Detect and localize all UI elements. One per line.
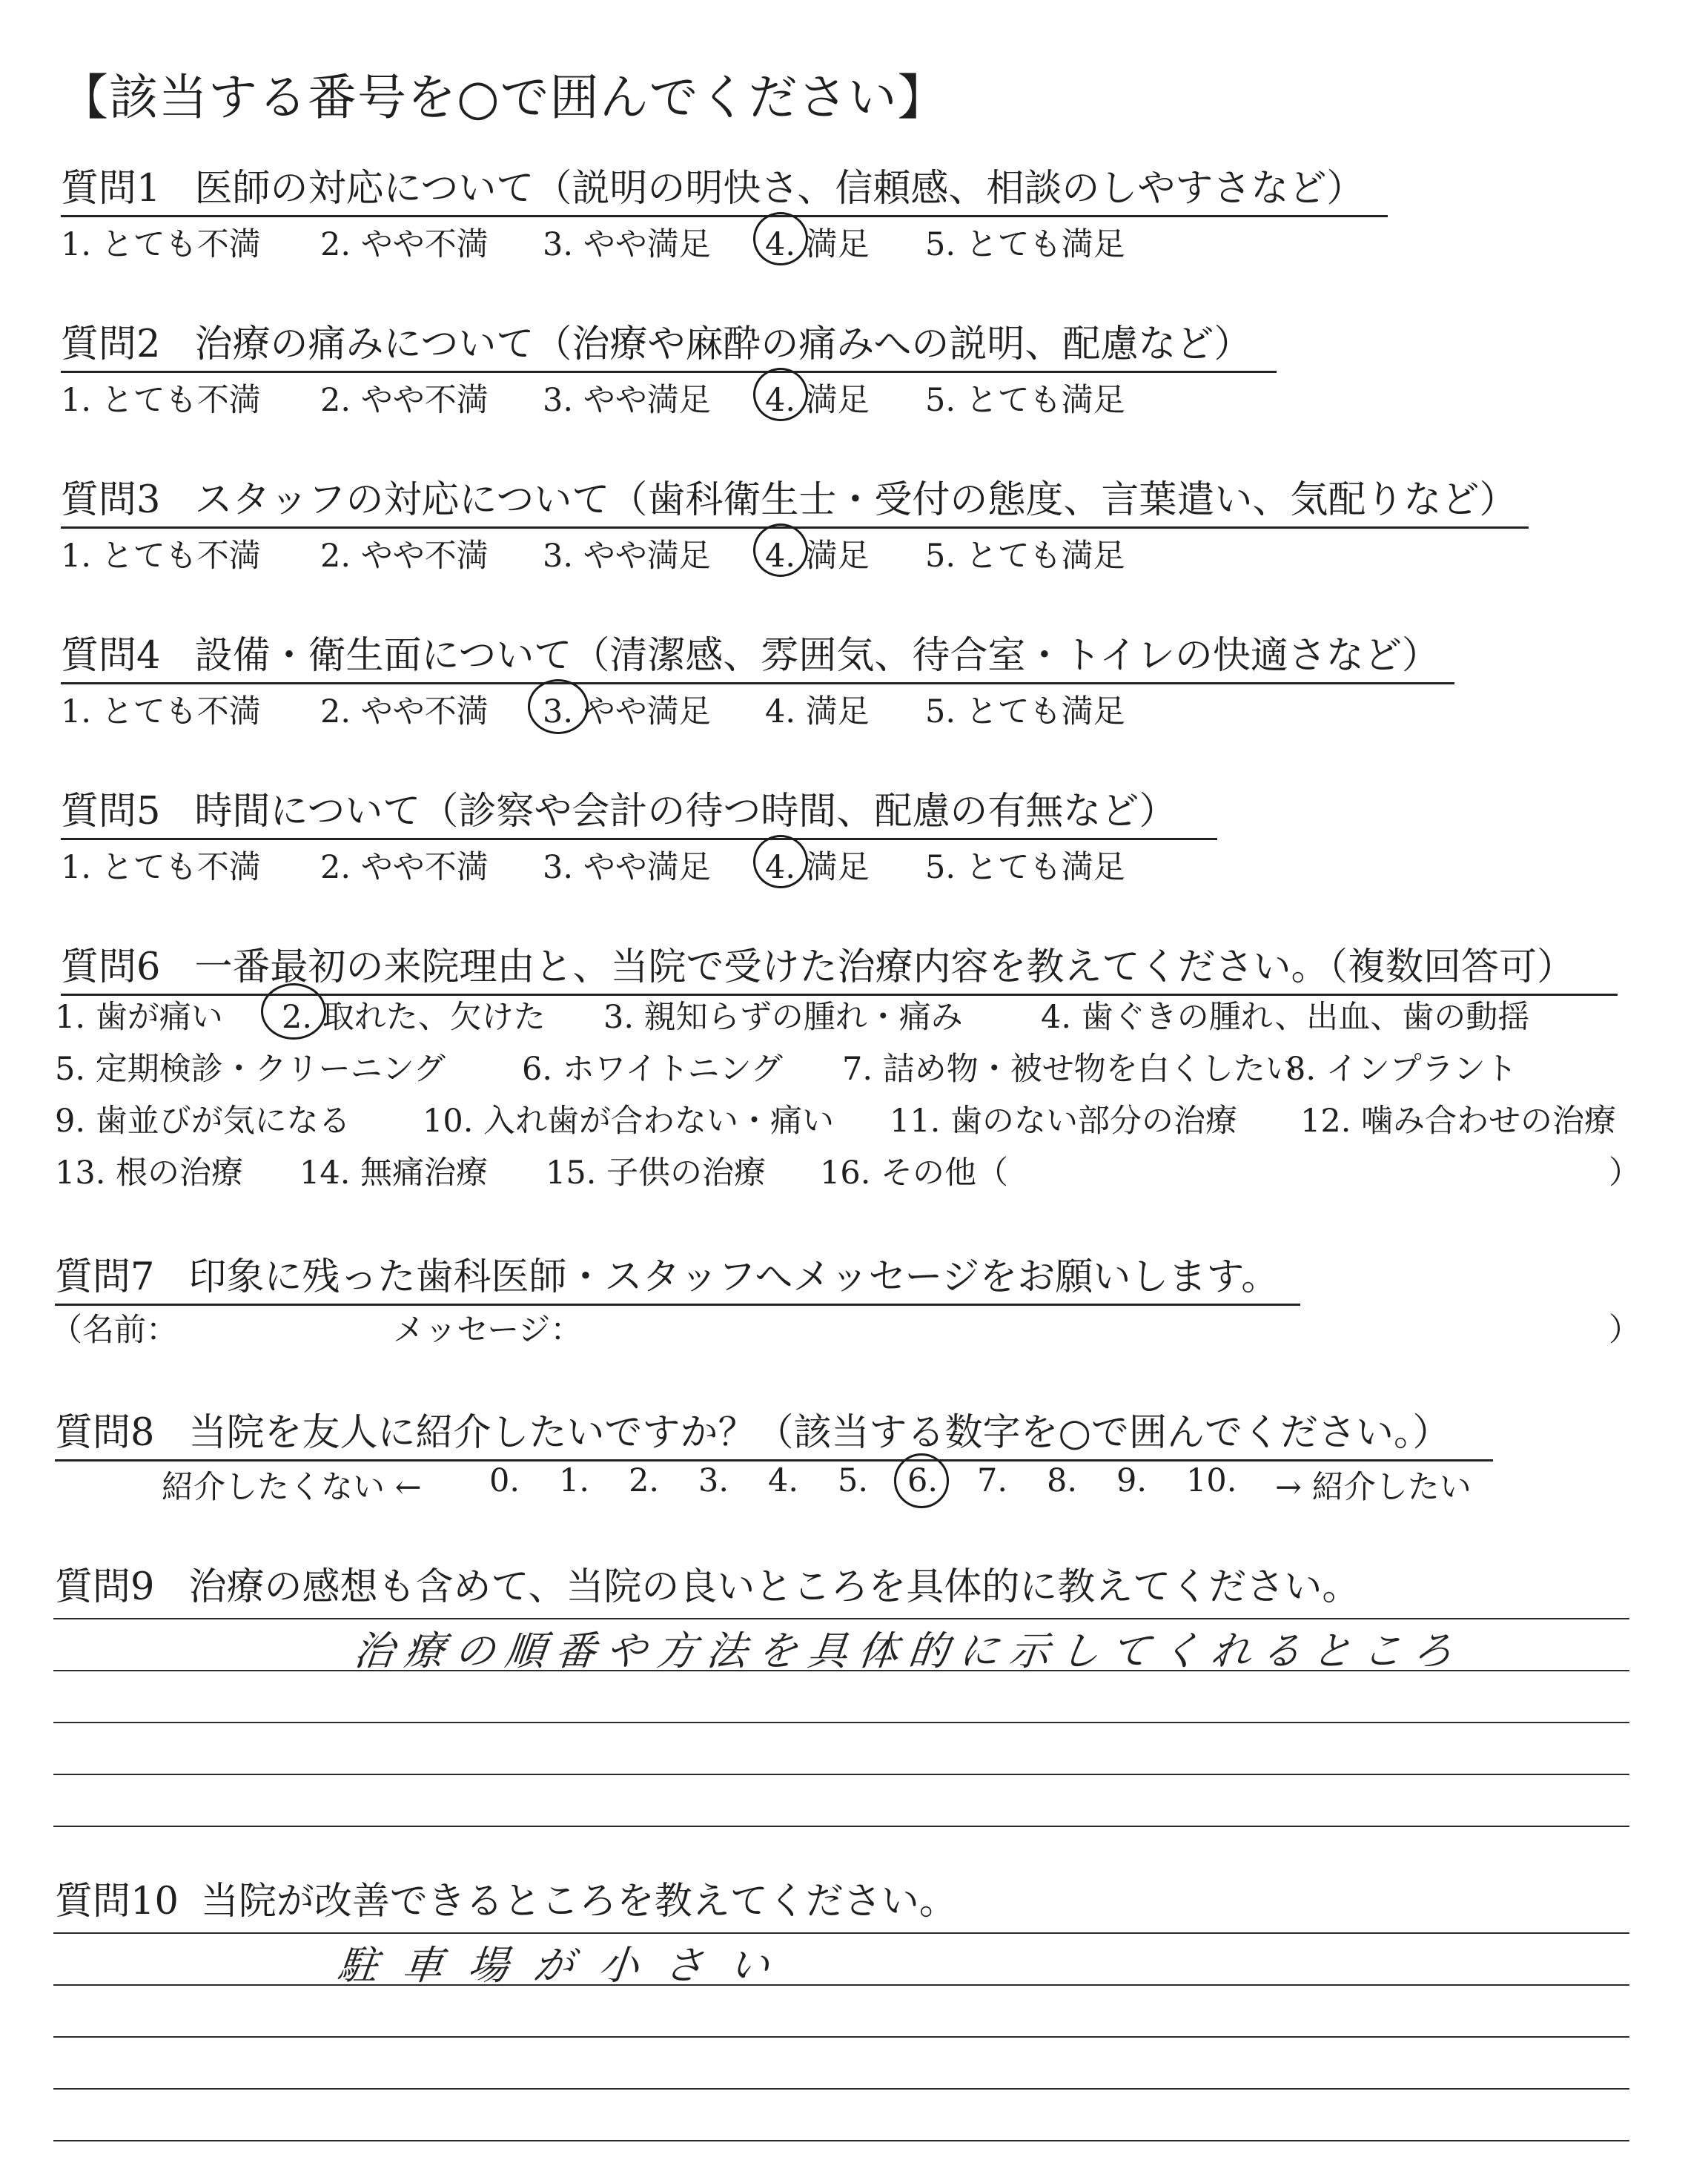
q6-option-9[interactable]: 9. 歯並びが気になる (55, 1103, 351, 1140)
question-1-text: 医師の対応について（説明の明快さ、信頼感、相談のしやすさなど） (194, 167, 1365, 211)
q6-option-16[interactable]: 16. その他（ (820, 1155, 1009, 1192)
q6-option-1[interactable]: 1. 歯が痛い (55, 999, 223, 1036)
question-7-text: 印象に残った歯科医師・スタッフへメッセージをお願いします。 (188, 1255, 1280, 1299)
q6-option-6[interactable]: 6. ホワイトニング (522, 1051, 783, 1088)
q6-option-4[interactable]: 4. 歯ぐきの腫れ、出血、歯の動揺 (1041, 999, 1530, 1036)
question-8-text: 当院を友人に紹介したいですか？（該当する数字を○で囲んでください。） (188, 1411, 1451, 1455)
q10-answer-line-4 (53, 2088, 1629, 2090)
question-4-title (61, 624, 1454, 684)
question-9-number: 質問9 (55, 1565, 155, 1609)
question-2-title (61, 313, 1277, 373)
q6-option-12[interactable]: 12. 噛み合わせの治療 (1300, 1103, 1617, 1140)
question-2 (61, 313, 1277, 373)
q6-option-14[interactable]: 14. 無痛治療 (299, 1155, 489, 1192)
q1-option-1[interactable]: 1. とても不満 (61, 226, 261, 263)
question-4-text: 設備・衛生面について（清潔感、雰囲気、待合室・トイレの快適さなど） (194, 634, 1440, 678)
question-7 (55, 1246, 1300, 1306)
q3-option-5[interactable]: 5. とても満足 (925, 538, 1125, 575)
q8-selection-circle (894, 1453, 949, 1508)
question-8-number: 質問8 (55, 1411, 155, 1455)
q10-answer-line-3 (53, 2036, 1629, 2038)
q6-other-close-paren: ） (1609, 1155, 1641, 1192)
q4-option-1[interactable]: 1. とても不満 (61, 693, 261, 730)
q8-scale-2[interactable]: 2. (629, 1462, 660, 1499)
question-5-text: 時間について（診察や会計の待つ時間、配慮の有無など） (194, 790, 1177, 833)
q6-option-3[interactable]: 3. 親知らずの腫れ・痛み (603, 999, 963, 1036)
question-4 (61, 624, 1454, 684)
q5-option-3[interactable]: 3. やや満足 (543, 849, 711, 886)
question-4-number: 質問4 (61, 634, 161, 678)
q7-name-label: （名前： (50, 1312, 178, 1349)
q3-option-1[interactable]: 1. とても不満 (61, 538, 261, 575)
question-3-text: スタッフの対応について（歯科衛生士・受付の態度、言葉遣い、気配りなど） (194, 478, 1517, 522)
question-5-number: 質問5 (61, 790, 161, 833)
q6-option-7[interactable]: 7. 詰め物・被せ物を白くしたい (842, 1051, 1297, 1088)
question-1-title (61, 157, 1388, 217)
q8-scale-6[interactable]: 6. (907, 1462, 939, 1499)
q8-scale-3[interactable]: 3. (698, 1462, 729, 1499)
q3-selection-circle (753, 524, 808, 577)
q3-option-3[interactable]: 3. やや満足 (543, 538, 711, 575)
question-7-number: 質問7 (55, 1255, 155, 1299)
q8-scale-1[interactable]: 1. (559, 1462, 590, 1499)
question-10-title (55, 1870, 957, 1925)
q5-option-1[interactable]: 1. とても不満 (61, 849, 261, 886)
q2-option-5[interactable]: 5. とても満足 (925, 382, 1125, 419)
q10-answer-line-2 (53, 1984, 1629, 1986)
q8-scale-9[interactable]: 9. (1116, 1462, 1148, 1499)
q5-option-2[interactable]: 2. やや不満 (320, 849, 489, 886)
q6-option-5[interactable]: 5. 定期検診・クリーニング (55, 1051, 446, 1088)
q8-right-label: → 紹介したい (1275, 1469, 1472, 1506)
question-3-number: 質問3 (61, 478, 161, 522)
q3-option-2[interactable]: 2. やや不満 (320, 538, 489, 575)
q8-scale-4[interactable]: 4. (768, 1462, 799, 1499)
q9-answer-line-5 (53, 1826, 1629, 1827)
q6-selection-circle (261, 983, 326, 1040)
question-8 (55, 1401, 1493, 1462)
q5-option-5[interactable]: 5. とても満足 (925, 849, 1125, 886)
q7-message-label: メッセージ： (393, 1312, 583, 1349)
question-2-number: 質問2 (61, 323, 161, 366)
q10-answer-line-1 (53, 1932, 1629, 1934)
q4-option-3[interactable]: 3. やや満足 (543, 693, 711, 730)
q8-scale-10[interactable]: 10. (1186, 1462, 1237, 1499)
q8-scale-5[interactable]: 5. (838, 1462, 869, 1499)
q9-handwritten-answer[interactable]: 治療の順番や方法を具体的に示してくれるところ (351, 1628, 1466, 1674)
q2-option-3[interactable]: 3. やや満足 (543, 382, 711, 419)
q1-option-5[interactable]: 5. とても満足 (925, 226, 1125, 263)
q1-selection-circle (753, 212, 808, 265)
page-title: 【該当する番号を○で囲んでください】 (59, 69, 947, 126)
q6-option-15[interactable]: 15. 子供の治療 (546, 1155, 767, 1192)
q10-answer-line-5 (53, 2140, 1629, 2141)
q1-option-2[interactable]: 2. やや不満 (320, 226, 489, 263)
question-5 (61, 780, 1217, 840)
q8-scale-8[interactable]: 8. (1047, 1462, 1078, 1499)
q1-option-4[interactable]: 4. 満足 (765, 226, 870, 263)
q2-option-1[interactable]: 1. とても不満 (61, 382, 261, 419)
q4-option-4[interactable]: 4. 満足 (765, 693, 870, 730)
q3-option-4[interactable]: 4. 満足 (765, 538, 870, 575)
q9-answer-line-3 (53, 1722, 1629, 1723)
q6-option-11[interactable]: 11. 歯のない部分の治療 (890, 1103, 1238, 1140)
question-1 (61, 157, 1388, 217)
q5-option-4[interactable]: 4. 満足 (765, 849, 870, 886)
q4-selection-circle (528, 679, 589, 734)
q2-selection-circle (753, 368, 808, 421)
question-9-text: 治療の感想も含めて、当院の良いところを具体的に教えてください。 (188, 1565, 1360, 1609)
question-6-text: 一番最初の来院理由と、当院で受けた治療内容を教えてください。（複数回答可） (194, 945, 1575, 989)
question-10-text: 当院が改善できるところを教えてください。 (200, 1880, 957, 1923)
q8-scale-0[interactable]: 0. (489, 1462, 520, 1499)
q6-option-2[interactable]: 2. 取れた、欠けた (282, 999, 546, 1036)
question-3-title (61, 469, 1529, 529)
q1-option-3[interactable]: 3. やや満足 (543, 226, 711, 263)
q2-option-2[interactable]: 2. やや不満 (320, 382, 489, 419)
q2-option-4[interactable]: 4. 満足 (765, 382, 870, 419)
q4-option-5[interactable]: 5. とても満足 (925, 693, 1125, 730)
q9-answer-line-4 (53, 1774, 1629, 1775)
q5-selection-circle (753, 835, 808, 888)
question-5-title (61, 780, 1217, 840)
question-6-number: 質問6 (61, 945, 161, 989)
question-7-title (55, 1246, 1300, 1306)
question-10-number: 質問10 (55, 1880, 179, 1923)
question-3 (61, 469, 1529, 529)
q6-option-10[interactable]: 10. 入れ歯が合わない・痛い (423, 1103, 835, 1140)
question-9-title (55, 1556, 1360, 1611)
q4-option-2[interactable]: 2. やや不満 (320, 693, 489, 730)
q8-left-label: 紹介したくない ← (162, 1469, 422, 1506)
q6-option-8[interactable]: 8. インプラント (1285, 1051, 1517, 1088)
question-1-number: 質問1 (61, 167, 161, 211)
q8-scale-7[interactable]: 7. (977, 1462, 1008, 1499)
q10-handwritten-answer[interactable]: 駐車場が小さい (335, 1942, 797, 1989)
question-2-text: 治療の痛みについて（治療や麻酔の痛みへの説明、配慮など） (194, 323, 1252, 366)
question-8-title (55, 1401, 1493, 1462)
q6-option-13[interactable]: 13. 根の治療 (55, 1155, 244, 1192)
q7-close-paren: ） (1609, 1312, 1641, 1349)
